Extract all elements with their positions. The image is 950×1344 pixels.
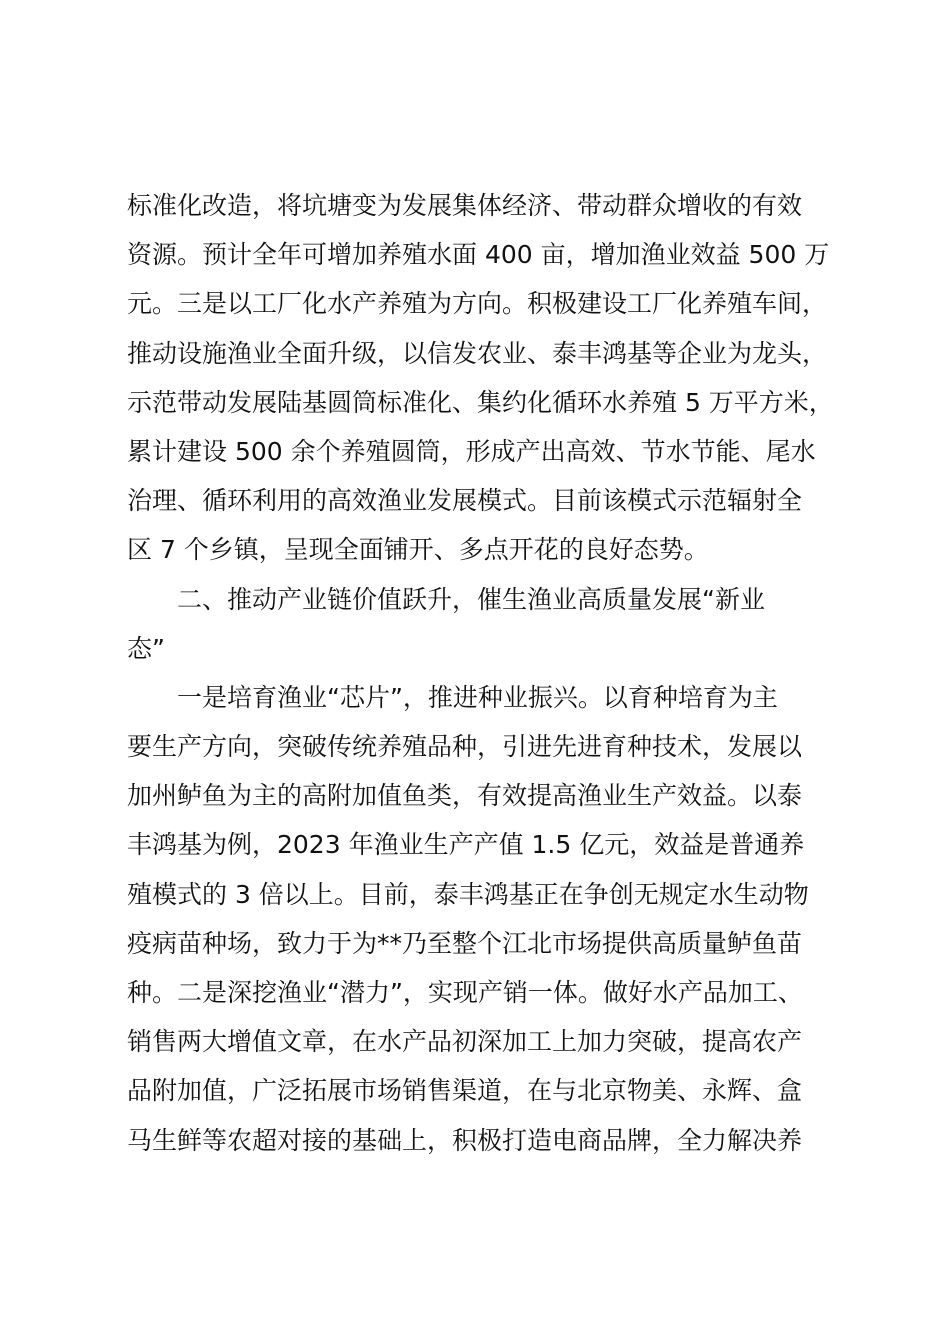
text-line: 品附加值，广泛拓展市场销售渠道，在与北京物美、永辉、盒 bbox=[127, 1076, 803, 1106]
text-line: 标准化改造，将坑塘变为发展集体经济、带动群众增收的有效 bbox=[127, 191, 803, 220]
text-line: 一是培育渔业“芯片”，推进种业振兴。以育种培育为主 bbox=[177, 682, 778, 712]
text-line: 资源。预计全年可增加养殖水面 400 亩，增加渔业效益 500 万 bbox=[127, 240, 830, 270]
text-line: 疫病苗种场，致力于为**乃至整个江北市场提供高质量鲈鱼苗 bbox=[127, 928, 803, 958]
text-line: 种。二是深挖渔业“潜力”，实现产销一体。做好水产品加工、 bbox=[127, 978, 803, 1007]
text-line: 区 7 个乡镇，呈现全面铺开、多点开花的良好态势。 bbox=[127, 535, 709, 565]
text-line: 马生鲜等农超对接的基础上，积极打造电商品牌，全力解决养 bbox=[127, 1125, 803, 1155]
body-text bbox=[127, 181, 857, 1165]
section-heading: 二、推动产业链价值跃升，催生渔业高质量发展“新业 bbox=[177, 584, 765, 614]
text-line: 丰鸿基为例，2023 年渔业生产产值 1.5 亿元，效益是普通养 bbox=[127, 830, 805, 860]
section-heading-continued: 态” bbox=[127, 633, 165, 663]
text-line: 销售两大增值文章，在水产品初深加工上加力突破，提高农产 bbox=[127, 1027, 803, 1057]
text-line: 推动设施渔业全面升级，以信发农业、泰丰鸿基等企业为龙头， bbox=[127, 338, 828, 368]
text-line: 要生产方向，突破传统养殖品种，引进先进育种技术，发展以 bbox=[127, 732, 803, 762]
text-line: 治理、循环利用的高效渔业发展模式。目前该模式示范辐射全 bbox=[127, 486, 803, 516]
text-line: 殖模式的 3 倍以上。目前，泰丰鸿基正在争创无规定水生动物 bbox=[127, 879, 809, 909]
text-line: 加州鲈鱼为主的高附加值鱼类，有效提高渔业生产效益。以泰 bbox=[127, 781, 803, 811]
text-line: 累计建设 500 余个养殖圆筒，形成产出高效、节水节能、尾水 bbox=[127, 436, 816, 466]
text-line: 元。三是以工厂化水产养殖为方向。积极建设工厂化养殖车间， bbox=[127, 289, 828, 319]
text-line: 示范带动发展陆基圆筒标准化、集约化循环水养殖 5 万平方米， bbox=[127, 387, 834, 417]
